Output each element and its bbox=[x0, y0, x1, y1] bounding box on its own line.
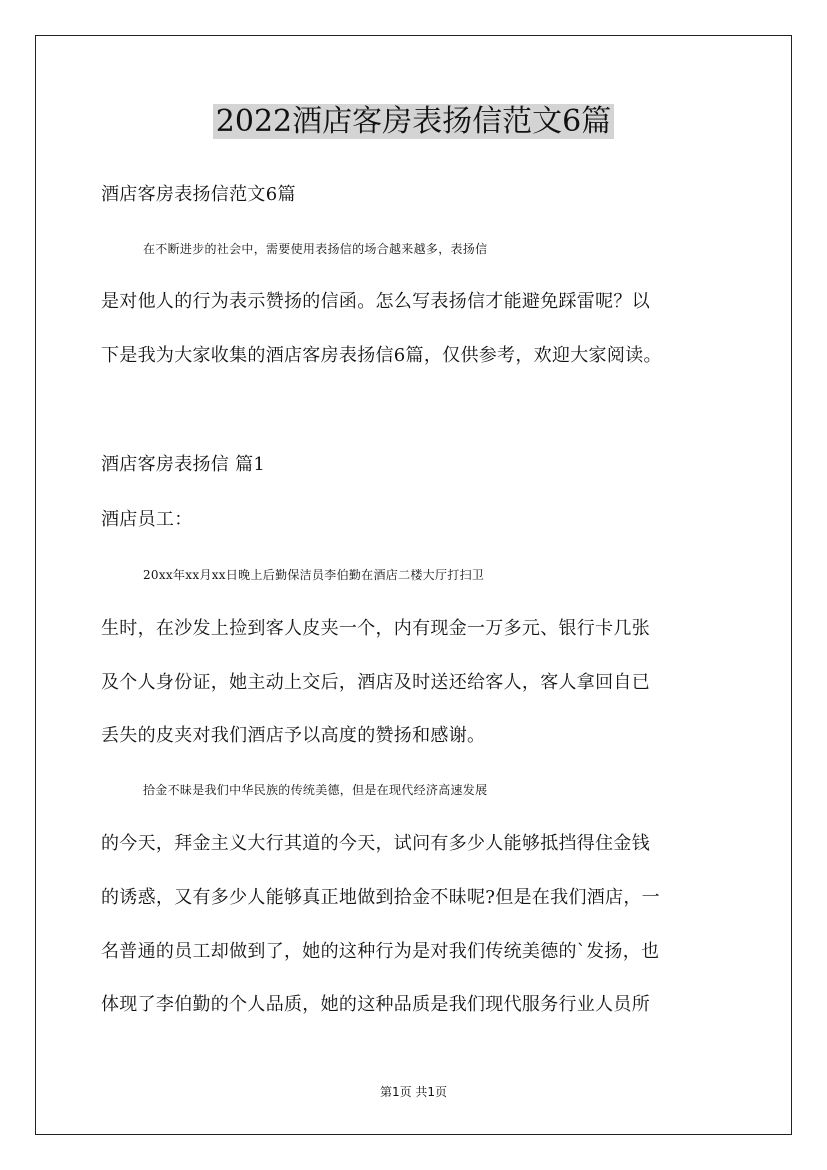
paragraph2-line-5: 体现了李伯勤的个人品质，她的这种品质是我们现代服务行业人员所 bbox=[101, 994, 650, 1015]
paragraph2-line-1: 拾金不昧是我们中华民族的传统美德，但是在现代经济高速发展 bbox=[143, 783, 488, 797]
intro-line-2: 是对他人的行为表示赞扬的信函。怎么写表扬信才能避免踩雷呢？以 bbox=[101, 291, 650, 312]
paragraph1-line-1: 20xx年xx月xx日晚上后勤保洁员李伯勤在酒店二楼大厅打扫卫 bbox=[143, 568, 485, 582]
document-subtitle: 酒店客房表扬信范文6篇 bbox=[101, 184, 296, 205]
paragraph2-line-3: 的诱惑，又有多少人能够真正地做到拾金不昧呢?但是在我们酒店，一 bbox=[101, 887, 660, 908]
paragraph1-line-3: 及个人身份证，她主动上交后，酒店及时送还给客人，客人拿回自已 bbox=[101, 672, 650, 693]
paragraph1-line-2: 生时，在沙发上捡到客人皮夹一个，内有现金一万多元、银行卡几张 bbox=[101, 618, 650, 639]
section-heading: 酒店客房表扬信 篇1 bbox=[101, 454, 266, 475]
salutation: 酒店员工： bbox=[101, 509, 193, 530]
paragraph2-line-2: 的今天，拜金主义大行其道的今天，试问有多少人能够抵挡得住金钱 bbox=[101, 833, 650, 854]
paragraph2-line-4: 名普通的员工却做到了，她的这种行为是对我们传统美德的`发扬，也 bbox=[101, 941, 660, 962]
paragraph1-line-4: 丢失的皮夹对我们酒店予以高度的赞扬和感谢。 bbox=[101, 725, 486, 746]
document-title-text: 2022酒店客房表扬信范文6篇 bbox=[213, 104, 614, 139]
page-footer: 第1页 共1页 bbox=[379, 1085, 448, 1099]
document-title bbox=[0, 100, 827, 144]
intro-line-3: 下是我为大家收集的酒店客房表扬信6篇，仅供参考，欢迎大家阅读。 bbox=[101, 345, 662, 366]
intro-line-1: 在不断进步的社会中，需要使用表扬信的场合越来越多，表扬信 bbox=[143, 242, 488, 256]
